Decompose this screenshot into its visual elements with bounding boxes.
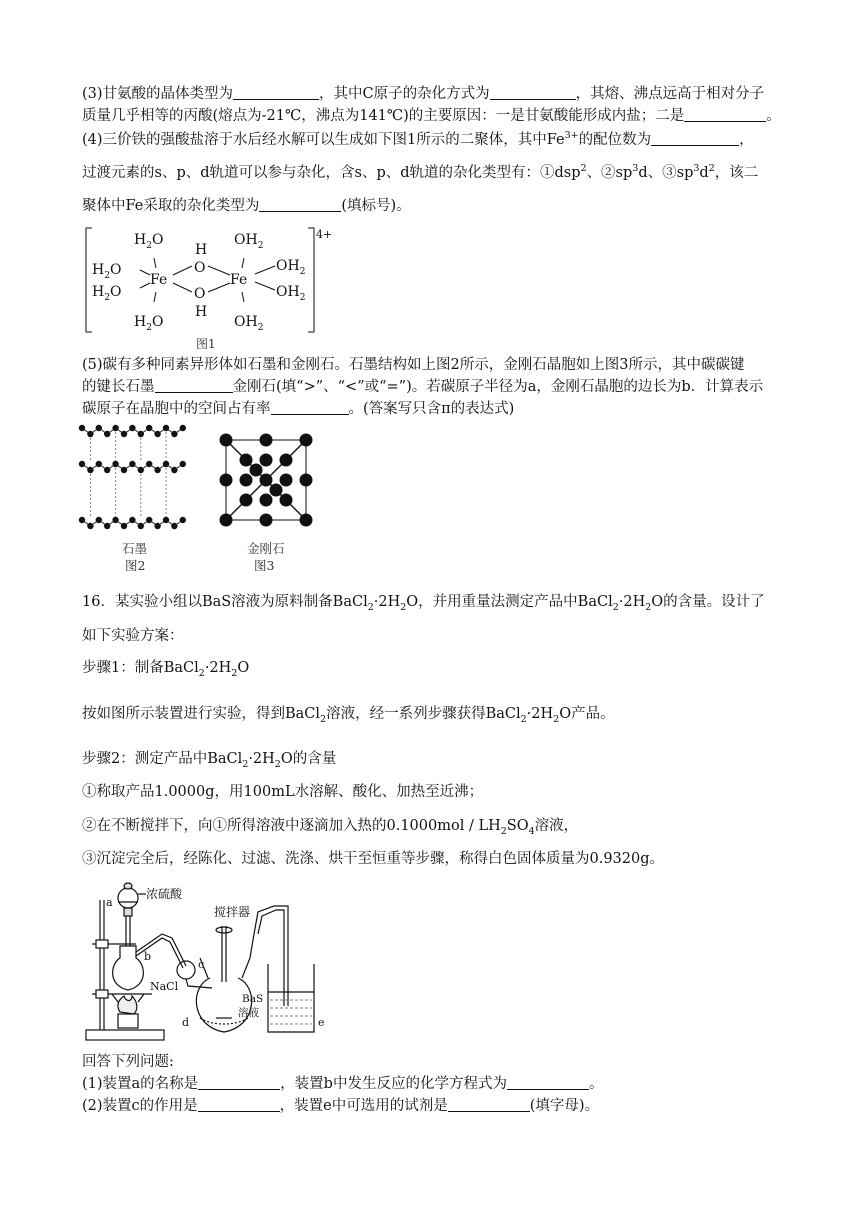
subscript: 2 bbox=[500, 825, 507, 837]
fe-right: Fe bbox=[230, 272, 248, 288]
diamond-atom bbox=[280, 474, 293, 487]
q16-line2 bbox=[82, 626, 184, 646]
q3-line1 bbox=[82, 84, 764, 104]
step1-text-3: O bbox=[237, 660, 250, 676]
q3-text-3: ，其熔、沸点远高于相对分子 bbox=[575, 86, 765, 102]
answer-blank[interactable] bbox=[507, 1075, 589, 1090]
graphite-atom bbox=[180, 517, 186, 523]
graphite-atom bbox=[129, 425, 135, 431]
subscript: 2 bbox=[367, 601, 374, 613]
q5-text-5: 。(答案写只含π的表达式) bbox=[348, 401, 515, 417]
diamond-atom bbox=[260, 474, 273, 487]
q4-text-2: 的配位数为 bbox=[578, 132, 652, 148]
label-b: b bbox=[144, 950, 152, 963]
answer-blank[interactable] bbox=[233, 85, 319, 100]
subscript: 2 bbox=[320, 713, 327, 725]
answer-blank[interactable] bbox=[490, 85, 576, 100]
diamond-atom bbox=[300, 434, 313, 447]
subscript: 2 bbox=[612, 601, 619, 613]
answer-blank[interactable] bbox=[259, 197, 341, 212]
step2-item-3 bbox=[82, 849, 664, 869]
diamond-atom bbox=[220, 514, 233, 527]
step2-item-1 bbox=[82, 782, 483, 802]
step1-desc-3: ·2H bbox=[526, 706, 554, 722]
q3-text-2: ，其中C原子的杂化方式为 bbox=[319, 86, 490, 102]
step1-title bbox=[82, 658, 249, 678]
graphite-figure bbox=[78, 420, 188, 538]
q5-line1 bbox=[82, 355, 745, 375]
question-1-text-1: (1)装置a的名称是 bbox=[82, 1076, 199, 1092]
h2o-left-2: $H_2O$ bbox=[92, 284, 122, 303]
graphite-atom bbox=[87, 523, 93, 529]
q16-text-3: O，并用重量法测定产品中BaCl bbox=[406, 594, 613, 610]
label-conc-sulfuric-acid: 浓硫酸 bbox=[146, 887, 183, 901]
q4-line3 bbox=[82, 196, 411, 216]
diamond-atom bbox=[220, 434, 233, 447]
step1-desc-4: O产品。 bbox=[559, 706, 615, 722]
graphite-atom bbox=[129, 517, 135, 523]
answer-blank[interactable] bbox=[155, 378, 233, 393]
step1-desc-1: 按如图所示装置进行实验，得到BaCl bbox=[82, 706, 321, 722]
q5-line3 bbox=[82, 399, 514, 419]
graphite-atom bbox=[180, 461, 186, 467]
graphite-atom bbox=[180, 425, 186, 431]
answer-blank[interactable] bbox=[448, 1097, 530, 1112]
q16-line1 bbox=[82, 592, 765, 612]
diamond-atom bbox=[240, 454, 253, 467]
q16-text-2: ·2H bbox=[373, 594, 401, 610]
fig2-name: 石墨 bbox=[122, 541, 148, 556]
label-nacl: NaCl bbox=[150, 980, 179, 993]
fig2-caption: 图2 bbox=[125, 558, 146, 573]
q4-text-7: d bbox=[699, 165, 709, 181]
q16-text-4: ·2H bbox=[618, 594, 646, 610]
subscript: 2 bbox=[231, 667, 238, 679]
q3-text-5: 。 bbox=[766, 108, 781, 124]
diamond-atom bbox=[300, 514, 313, 527]
intro-text: 回答下列问题: bbox=[82, 1054, 174, 1070]
question-2-text-1: (2)装置c的作用是 bbox=[82, 1098, 198, 1114]
diamond-atom bbox=[260, 494, 273, 507]
answer-blank[interactable] bbox=[271, 400, 349, 415]
question-1-text-2: ，装置b中发生反应的化学方程式为 bbox=[280, 1076, 507, 1092]
step2-item-2-text-1: ②在不断搅拌下，向①所得溶液中逐滴加入热的0.1000mol / LH bbox=[82, 818, 501, 834]
subscript: 2 bbox=[645, 601, 652, 613]
superscript: 2 bbox=[708, 163, 715, 175]
oh2-right-2: $OH_2$ bbox=[276, 284, 306, 303]
answer-blank[interactable] bbox=[684, 107, 766, 122]
subscript: 2 bbox=[198, 667, 205, 679]
step2-title bbox=[82, 749, 336, 769]
diamond-atom bbox=[240, 474, 253, 487]
q4-text-3: ， bbox=[739, 132, 754, 148]
graphite-atom bbox=[87, 431, 93, 437]
h2o-top-left: $H_2O$ bbox=[134, 232, 164, 251]
label-a: a bbox=[106, 896, 113, 909]
label-solution: 溶液 bbox=[238, 1007, 259, 1019]
q4-line2 bbox=[82, 163, 758, 183]
diamond-atom bbox=[220, 474, 233, 487]
graphite-atom bbox=[129, 461, 135, 467]
h2o-bottom-left: $H_2O$ bbox=[134, 314, 164, 333]
q4-text-9: 聚体中Fe采取的杂化类型为 bbox=[82, 198, 260, 214]
step2-item-3-text: ③沉淀完全后，经陈化、过滤、洗涤、烘干至恒重等步骤，称得白色固体质量为0.9320g。 bbox=[82, 851, 665, 867]
q3-text-4: 质量几乎相等的丙酸(熔点为-21℃，沸点为141℃)的主要原因：一是甘氨酸能形成内盐；二是 bbox=[82, 108, 685, 124]
oh2-bottom-right: $OH_2$ bbox=[234, 314, 264, 333]
subscript: 2 bbox=[242, 758, 249, 770]
question-1 bbox=[82, 1074, 603, 1094]
q5-text-1: (5)碳有多种同素异形体如石墨和金刚石。石墨结构如上图2所示，金刚石晶胞如上图3所示，其中碳碳键 bbox=[82, 357, 745, 373]
step2-text-2: ·2H bbox=[248, 751, 275, 767]
label-c: c bbox=[198, 958, 205, 971]
question-2-text-3: (填字母)。 bbox=[529, 1098, 600, 1114]
q4-text-8: ，该二 bbox=[714, 165, 759, 181]
answer-blank[interactable] bbox=[651, 131, 739, 146]
superscript: 2 bbox=[580, 163, 587, 175]
subscript: 4 bbox=[528, 825, 535, 837]
step2-item-2-text-2: SO bbox=[506, 818, 529, 834]
q5-text-4: 碳原子在晶胞中的空间占有率 bbox=[82, 401, 271, 417]
label-bas: BaS bbox=[242, 993, 264, 1005]
question-2-text-2: ，装置e中可选用的试剂是 bbox=[279, 1098, 448, 1114]
q5-text-3: 金刚石(填“>”、“<”或“=”)。若碳原子半径为a，金刚石晶胞的边长为b．计算表示 bbox=[232, 379, 764, 395]
superscript: 3+ bbox=[564, 130, 579, 142]
q3-line2 bbox=[82, 106, 781, 126]
answer-intro bbox=[82, 1052, 174, 1072]
graphite-atom bbox=[104, 431, 110, 437]
graphite-atom bbox=[104, 523, 110, 529]
diamond-unit-cell-figure bbox=[218, 432, 314, 528]
step2-text-1: 步骤2：测定产品中BaCl bbox=[82, 751, 243, 767]
subscript: 2 bbox=[400, 601, 407, 613]
q4-line1 bbox=[82, 130, 754, 150]
diamond-atom bbox=[260, 434, 273, 447]
diamond-atom bbox=[300, 474, 313, 487]
q3-text-1: (3)甘氨酸的晶体类型为 bbox=[82, 86, 234, 102]
subscript: 2 bbox=[520, 713, 527, 725]
label-e: e bbox=[318, 1016, 325, 1029]
label-stirrer: 搅拌器 bbox=[214, 905, 251, 919]
fig3-caption: 图3 bbox=[254, 558, 275, 573]
label-d: d bbox=[182, 1016, 190, 1029]
q16-text-1: 16．某实验小组以BaS溶液为原料制备BaCl bbox=[82, 594, 368, 610]
q5-text-2: 的键长石墨 bbox=[82, 379, 155, 395]
graphite-atom bbox=[87, 467, 93, 473]
superscript: 3 bbox=[693, 163, 700, 175]
charge-label: 4+ bbox=[316, 228, 333, 241]
fe-dimer-figure bbox=[80, 222, 350, 352]
q5-line2 bbox=[82, 377, 763, 397]
fig3-name: 金刚石 bbox=[247, 541, 285, 556]
step1-text-1: 步骤1：制备BaCl bbox=[82, 660, 199, 676]
graphite-atom bbox=[104, 467, 110, 473]
diamond-atom bbox=[250, 464, 263, 477]
q4-text-6: d、③sp bbox=[638, 165, 694, 181]
subscript: 2 bbox=[553, 713, 560, 725]
step2-item-2-text-3: 溶液， bbox=[534, 818, 579, 834]
step1-desc-2: 溶液，经一系列步骤获得BaCl bbox=[326, 706, 521, 722]
step2-text-3: O的含量 bbox=[280, 751, 337, 767]
diamond-atom bbox=[260, 514, 273, 527]
h2o-left-1: $H_2O$ bbox=[92, 262, 122, 281]
diamond-atom bbox=[260, 454, 273, 467]
fe-left: Fe bbox=[150, 272, 168, 288]
q4-text-5: 、②sp bbox=[586, 165, 633, 181]
q4-text-10: (填标号)。 bbox=[341, 198, 411, 214]
oh2-right-1: $OH_2$ bbox=[276, 258, 306, 277]
step1-text-2: ·2H bbox=[204, 660, 232, 676]
subscript: 2 bbox=[274, 758, 281, 770]
q4-text-1: (4)三价铁的强酸盐溶于水后经水解可以生成如下图1所示的二聚体，其中Fe bbox=[82, 132, 565, 148]
q16-text-6: 如下实验方案： bbox=[82, 628, 184, 644]
answer-blank[interactable] bbox=[198, 1097, 280, 1112]
q16-text-5: O的含量。设计了 bbox=[651, 594, 765, 610]
step2-item-1-text: ①称取产品1.0000g，用100mL水溶解、酸化、加热至近沸； bbox=[82, 784, 484, 800]
answer-blank[interactable] bbox=[198, 1075, 280, 1090]
diamond-atom bbox=[270, 484, 283, 497]
fig1-caption: 图1 bbox=[196, 337, 216, 351]
step1-description bbox=[82, 704, 615, 724]
oh2-top-right: $OH_2$ bbox=[234, 232, 264, 251]
diamond-atom bbox=[240, 494, 253, 507]
question-2 bbox=[82, 1096, 599, 1116]
bridge-h-bottom: H bbox=[195, 304, 208, 320]
bridge-h-top: H bbox=[195, 242, 208, 258]
bridge-o-top: O bbox=[194, 260, 206, 276]
diamond-atom bbox=[280, 454, 293, 467]
apparatus-figure bbox=[82, 876, 332, 1046]
superscript: 3 bbox=[632, 163, 639, 175]
diamond-atom bbox=[280, 494, 293, 507]
q4-text-4: 过渡元素的s、p、d轨道可以参与杂化，含s、p、d轨道的杂化类型有：①dsp bbox=[82, 165, 581, 181]
question-1-text-3: 。 bbox=[588, 1076, 604, 1092]
step2-item-2 bbox=[82, 816, 578, 836]
bridge-o-bottom: O bbox=[194, 286, 206, 302]
